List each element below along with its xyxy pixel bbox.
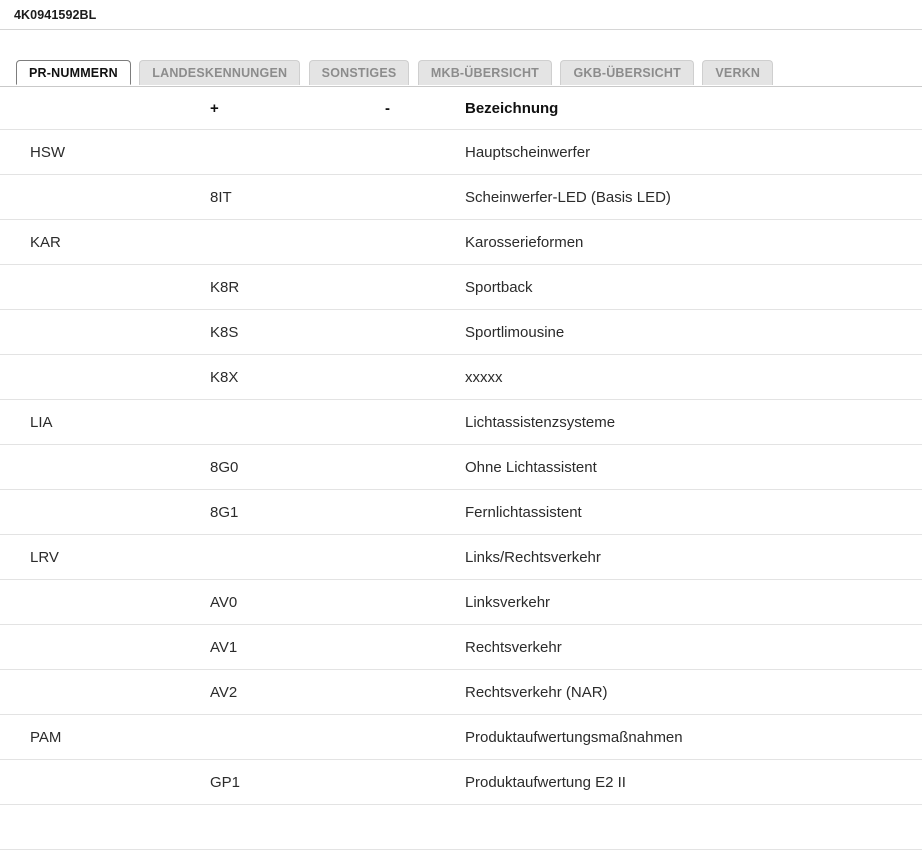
column-header-plus: + bbox=[210, 87, 385, 130]
cell-group-code: LIA bbox=[0, 400, 210, 445]
cell-pr-code: 8IT bbox=[210, 175, 385, 220]
table-row[interactable] bbox=[0, 535, 922, 580]
cell-group-code bbox=[0, 670, 210, 715]
cell-description: Produktaufwertungsmaßnahmen bbox=[465, 715, 922, 760]
table-row[interactable] bbox=[0, 400, 922, 445]
page-title: 4K0941592BL bbox=[14, 7, 97, 22]
cell-pr-code: 8G1 bbox=[210, 490, 385, 535]
pr-numbers-table-container bbox=[0, 87, 922, 850]
table-row[interactable] bbox=[0, 355, 922, 400]
cell-minus bbox=[385, 715, 465, 760]
table-row[interactable] bbox=[0, 130, 922, 175]
tab-gkb-uebersicht[interactable]: GKB-ÜBERSICHT bbox=[560, 60, 693, 85]
cell-description: Rechtsverkehr (NAR) bbox=[465, 670, 922, 715]
tab-mkb-uebersicht[interactable]: MKB-ÜBERSICHT bbox=[418, 60, 552, 85]
cell-group-code: LRV bbox=[0, 535, 210, 580]
cell-description: Linksverkehr bbox=[465, 580, 922, 625]
cell-minus bbox=[385, 355, 465, 400]
cell-minus bbox=[385, 670, 465, 715]
cell-minus bbox=[385, 580, 465, 625]
cell-pr-code bbox=[210, 535, 385, 580]
cell-pr-code: K8R bbox=[210, 265, 385, 310]
cell-pr-code: AV2 bbox=[210, 670, 385, 715]
cell-description: Fernlichtassistent bbox=[465, 490, 922, 535]
cell-pr-code: K8X bbox=[210, 355, 385, 400]
window-header bbox=[0, 0, 922, 30]
cell-description: Lichtassistenzsysteme bbox=[465, 400, 922, 445]
cell-minus bbox=[385, 400, 465, 445]
table-header-row bbox=[0, 87, 922, 130]
cell-pr-code: K8S bbox=[210, 310, 385, 355]
cell-description: xxxxx bbox=[465, 355, 922, 400]
cell-minus bbox=[385, 130, 465, 175]
cell-pr-code bbox=[210, 220, 385, 265]
column-header-bezeichnung: Bezeichnung bbox=[465, 87, 922, 130]
table-row[interactable] bbox=[0, 805, 922, 850]
table-row[interactable] bbox=[0, 625, 922, 670]
cell-minus bbox=[385, 175, 465, 220]
cell-group-code: HSW bbox=[0, 130, 210, 175]
cell-group-code: KAR bbox=[0, 220, 210, 265]
cell-pr-code: AV1 bbox=[210, 625, 385, 670]
cell-group-code bbox=[0, 625, 210, 670]
cell-description: Karosserieformen bbox=[465, 220, 922, 265]
cell-minus bbox=[385, 625, 465, 670]
table-row[interactable] bbox=[0, 670, 922, 715]
table-body bbox=[0, 130, 922, 850]
cell-group-code bbox=[0, 805, 210, 850]
table-row[interactable] bbox=[0, 490, 922, 535]
tab-landeskennungen[interactable]: LANDESKENNUNGEN bbox=[139, 60, 300, 85]
cell-group-code bbox=[0, 760, 210, 805]
cell-description: Scheinwerfer-LED (Basis LED) bbox=[465, 175, 922, 220]
cell-pr-code: 8G0 bbox=[210, 445, 385, 490]
table-row[interactable] bbox=[0, 310, 922, 355]
cell-group-code bbox=[0, 580, 210, 625]
cell-group-code bbox=[0, 490, 210, 535]
column-header-minus: - bbox=[385, 87, 465, 130]
cell-description: Sportlimousine bbox=[465, 310, 922, 355]
cell-minus bbox=[385, 535, 465, 580]
cell-description: Sportback bbox=[465, 265, 922, 310]
cell-minus bbox=[385, 265, 465, 310]
cell-description: Hauptscheinwerfer bbox=[465, 130, 922, 175]
cell-group-code: PAM bbox=[0, 715, 210, 760]
pr-numbers-table bbox=[0, 87, 922, 850]
cell-pr-code: AV0 bbox=[210, 580, 385, 625]
cell-pr-code bbox=[210, 400, 385, 445]
column-header-group bbox=[0, 87, 210, 130]
cell-group-code bbox=[0, 310, 210, 355]
cell-group-code bbox=[0, 445, 210, 490]
cell-minus bbox=[385, 490, 465, 535]
table-row[interactable] bbox=[0, 220, 922, 265]
cell-description: Produktaufwertung E2 II bbox=[465, 760, 922, 805]
cell-description: Links/Rechtsverkehr bbox=[465, 535, 922, 580]
tab-pr-nummern[interactable]: PR-NUMMERN bbox=[16, 60, 131, 85]
tab-sonstiges[interactable]: SONSTIGES bbox=[309, 60, 410, 85]
cell-pr-code bbox=[210, 715, 385, 760]
cell-pr-code bbox=[210, 130, 385, 175]
cell-description: Ohne Lichtassistent bbox=[465, 445, 922, 490]
cell-minus bbox=[385, 220, 465, 265]
cell-pr-code: GP1 bbox=[210, 760, 385, 805]
cell-group-code bbox=[0, 355, 210, 400]
tab-bar-underline bbox=[0, 86, 922, 87]
cell-group-code bbox=[0, 175, 210, 220]
table-row[interactable] bbox=[0, 715, 922, 760]
tab-bar bbox=[0, 60, 922, 87]
cell-minus bbox=[385, 760, 465, 805]
cell-minus bbox=[385, 805, 465, 850]
cell-minus bbox=[385, 310, 465, 355]
cell-description: Rechtsverkehr bbox=[465, 625, 922, 670]
cell-group-code bbox=[0, 265, 210, 310]
cell-minus bbox=[385, 445, 465, 490]
table-row[interactable] bbox=[0, 445, 922, 490]
table-row[interactable] bbox=[0, 760, 922, 805]
table-row[interactable] bbox=[0, 265, 922, 310]
table-row[interactable] bbox=[0, 580, 922, 625]
tab-verknuepfungen[interactable]: VERKN bbox=[702, 60, 773, 85]
table-row[interactable] bbox=[0, 175, 922, 220]
cell-description bbox=[465, 805, 922, 850]
cell-pr-code bbox=[210, 805, 385, 850]
